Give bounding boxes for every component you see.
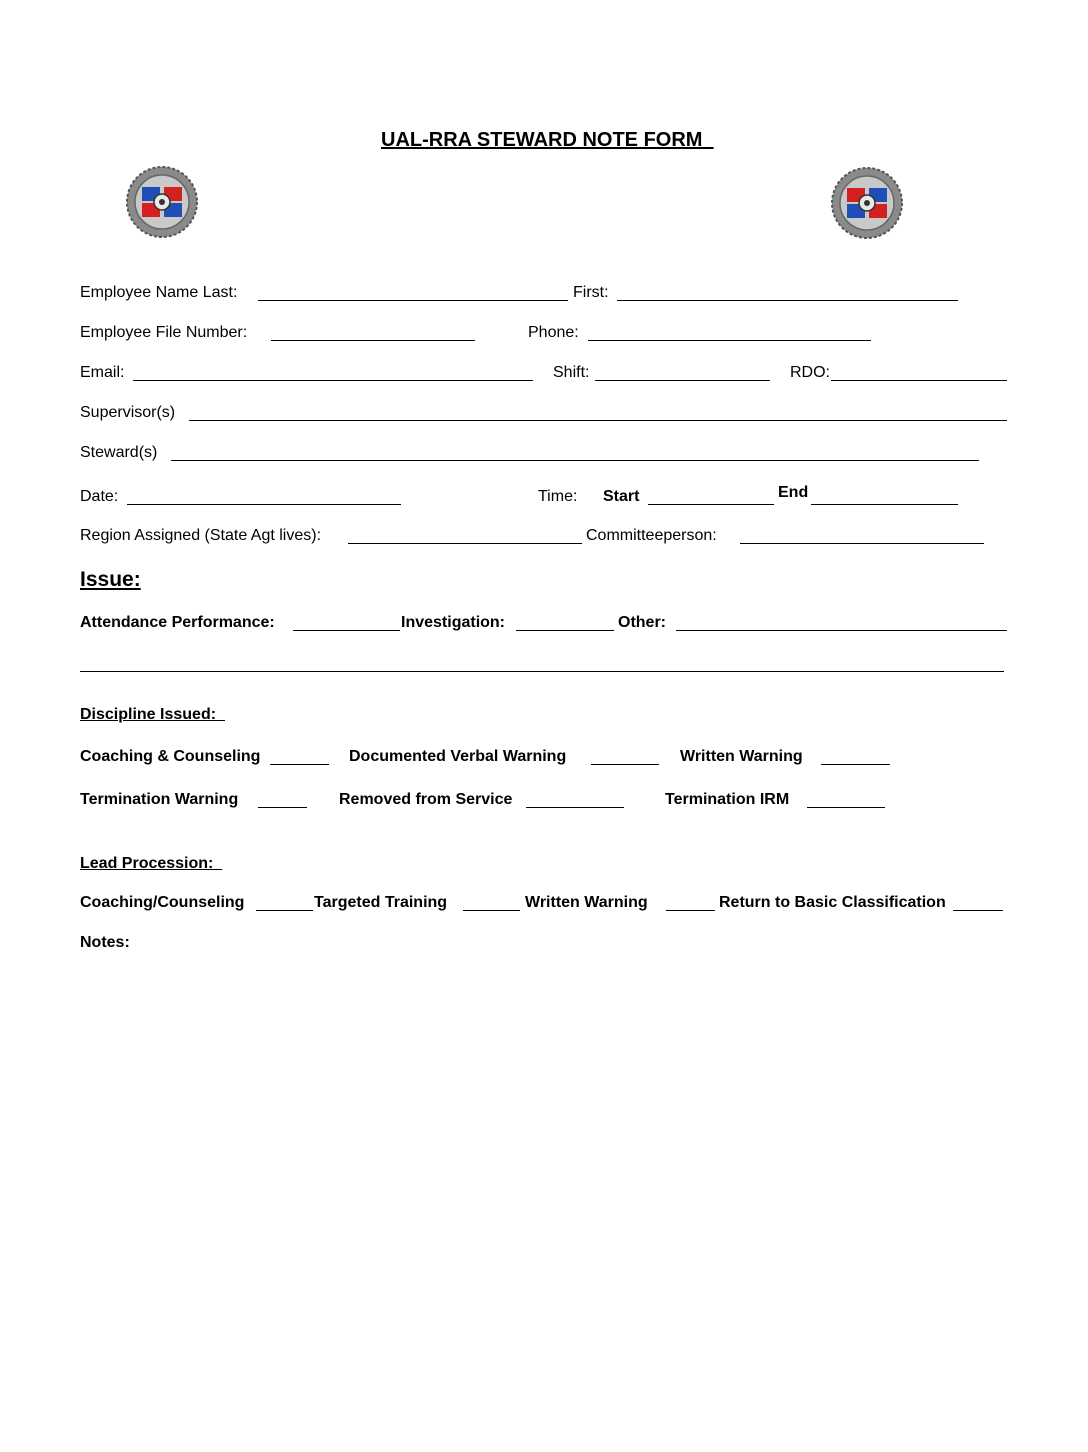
- employee-name-last-field[interactable]: [258, 300, 568, 301]
- form-title: UAL-RRA STEWARD NOTE FORM: [381, 129, 703, 151]
- email-label: Email:: [80, 364, 125, 381]
- removed-from-service-label: Removed from Service: [339, 791, 513, 808]
- coaching-counseling-field[interactable]: [270, 764, 329, 765]
- return-to-basic-classification-label: Return to Basic Classification: [719, 894, 946, 911]
- investigation-field[interactable]: [516, 630, 614, 631]
- committeeperson-label: Committeeperson:: [586, 527, 717, 544]
- lead-written-warning-field[interactable]: [666, 910, 715, 911]
- lead-coaching-counseling-field[interactable]: [256, 910, 313, 911]
- shift-field[interactable]: [595, 380, 770, 381]
- issue-continuation-field[interactable]: [80, 671, 1004, 672]
- lead-written-warning-label: Written Warning: [525, 894, 648, 911]
- targeted-training-label: Targeted Training: [314, 894, 448, 911]
- documented-verbal-warning-field[interactable]: [591, 764, 659, 765]
- rdo-label: RDO:: [790, 364, 830, 381]
- date-field[interactable]: [127, 504, 401, 505]
- employee-file-number-field[interactable]: [271, 340, 475, 341]
- notes-label: Notes:: [80, 934, 130, 951]
- start-label: Start: [603, 488, 640, 505]
- employee-file-number-label: Employee File Number:: [80, 324, 248, 341]
- other-field[interactable]: [676, 630, 1007, 631]
- rdo-field[interactable]: [831, 380, 1007, 381]
- termination-warning-label: Termination Warning: [80, 791, 239, 808]
- return-to-basic-classification-field[interactable]: [953, 910, 1003, 911]
- union-seal-logo-right: [830, 166, 904, 240]
- termination-irm-field[interactable]: [807, 807, 885, 808]
- attendance-performance-field[interactable]: [293, 630, 400, 631]
- notes-area[interactable]: [80, 960, 1007, 1320]
- region-assigned-field[interactable]: [348, 543, 582, 544]
- attendance-performance-label: Attendance Performance:: [80, 614, 275, 631]
- discipline-issued-heading: Discipline Issued:: [80, 706, 217, 723]
- removed-from-service-field[interactable]: [526, 807, 624, 808]
- time-label: Time:: [538, 488, 578, 505]
- documented-verbal-warning-label: Documented Verbal Warning: [349, 748, 567, 765]
- issue-heading: Issue:: [80, 568, 141, 591]
- stewards-field[interactable]: [171, 460, 979, 461]
- termination-warning-field[interactable]: [258, 807, 307, 808]
- supervisors-label: Supervisor(s): [80, 404, 176, 421]
- region-assigned-label: Region Assigned (State Agt lives):: [80, 527, 322, 544]
- phone-label: Phone:: [528, 324, 579, 341]
- stewards-label: Steward(s): [80, 444, 158, 461]
- committeeperson-field[interactable]: [740, 543, 984, 544]
- employee-name-last-label: Employee Name Last:: [80, 284, 238, 301]
- first-name-label: First:: [573, 284, 609, 301]
- phone-field[interactable]: [588, 340, 871, 341]
- investigation-label: Investigation:: [401, 614, 506, 631]
- union-seal-logo-left: [125, 165, 199, 239]
- written-warning-label: Written Warning: [680, 748, 803, 765]
- email-field[interactable]: [133, 380, 533, 381]
- other-label: Other:: [618, 614, 666, 631]
- shift-label: Shift:: [553, 364, 590, 381]
- lead-coaching-counseling-label: Coaching/Counseling: [80, 894, 245, 911]
- targeted-training-field[interactable]: [463, 910, 520, 911]
- supervisors-field[interactable]: [189, 420, 1007, 421]
- coaching-counseling-label: Coaching & Counseling: [80, 748, 261, 765]
- start-time-field[interactable]: [648, 504, 774, 505]
- end-time-field[interactable]: [811, 504, 958, 505]
- termination-irm-label: Termination IRM: [665, 791, 790, 808]
- lead-procession-heading: Lead Procession:: [80, 855, 214, 872]
- end-label: End: [778, 484, 809, 501]
- first-name-field[interactable]: [617, 300, 958, 301]
- written-warning-field[interactable]: [821, 764, 890, 765]
- date-label: Date:: [80, 488, 119, 505]
